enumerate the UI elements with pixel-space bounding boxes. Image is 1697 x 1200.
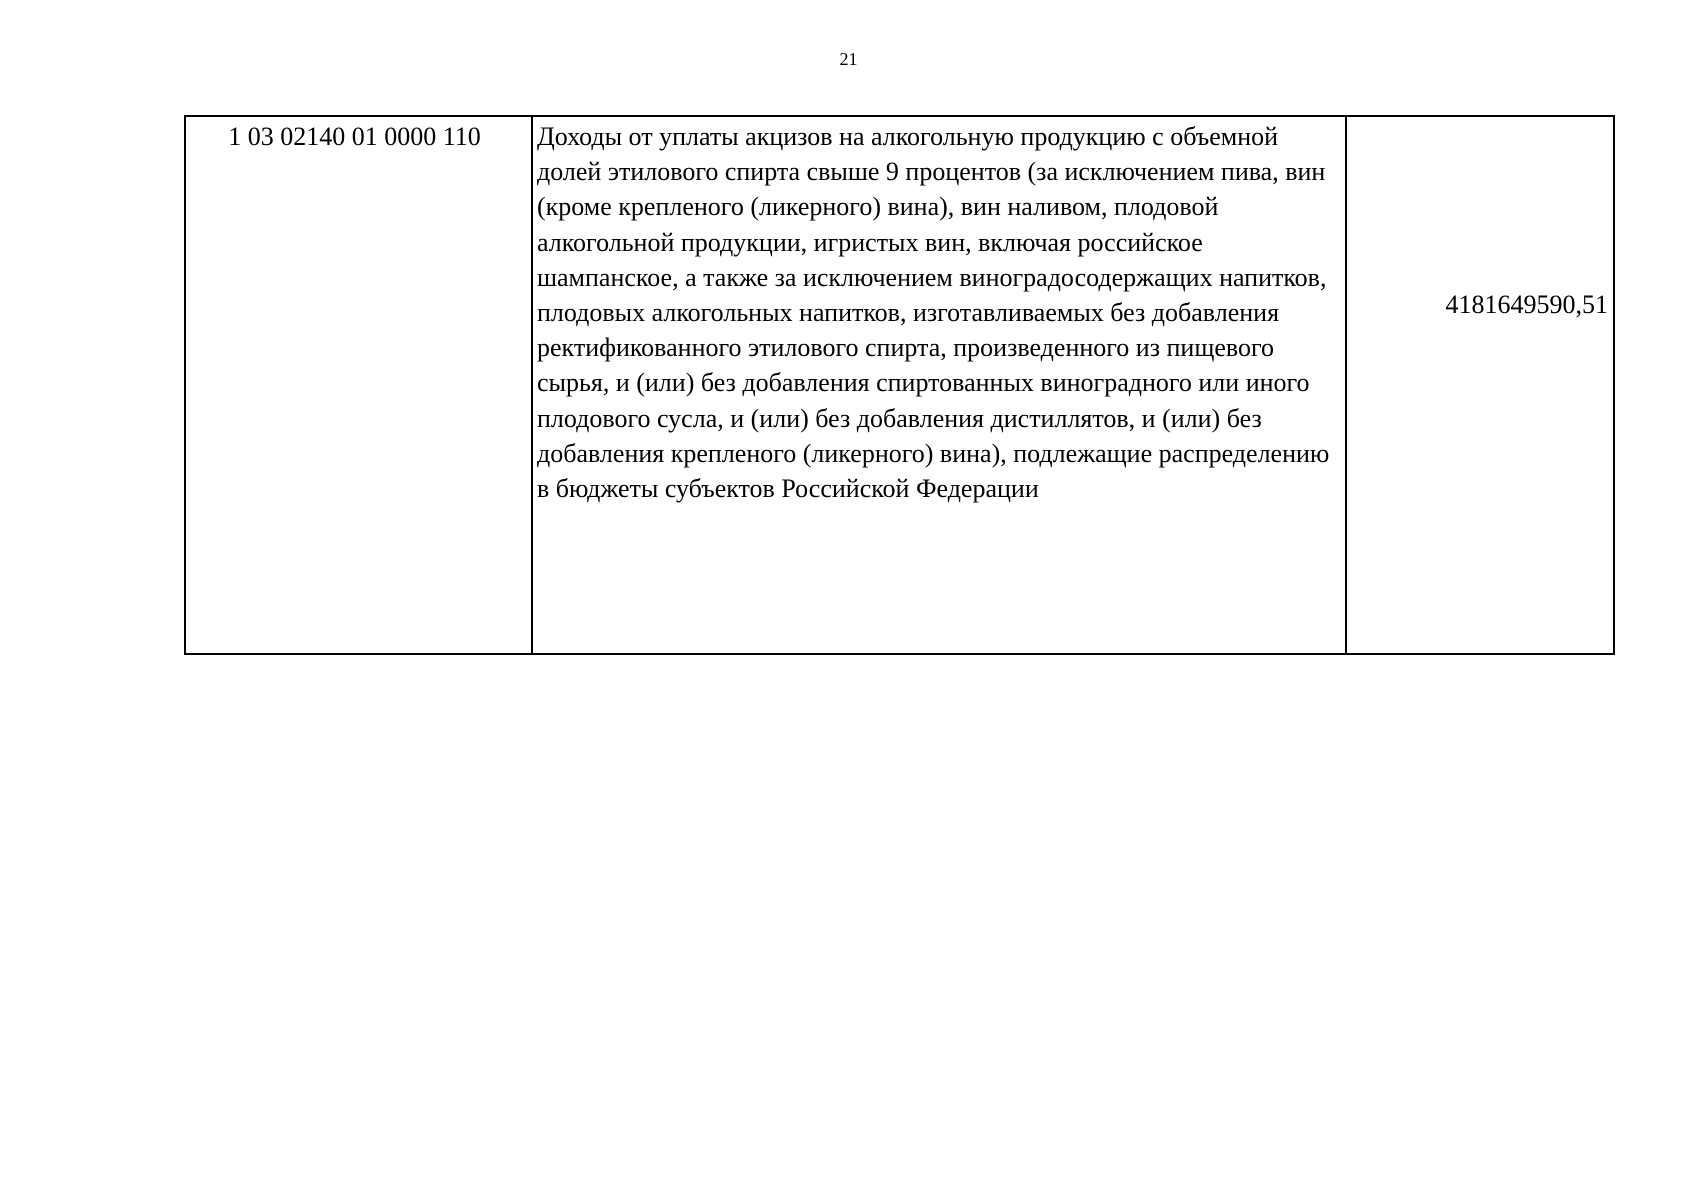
page-number: 21 xyxy=(839,49,858,69)
table-row xyxy=(185,116,1614,654)
revenue-amount: 4181649590,51 xyxy=(1346,116,1614,654)
revenue-code: 1 03 02140 01 0000 110 xyxy=(228,122,481,151)
revenue-code-cell xyxy=(185,116,532,654)
budget-revenue-table xyxy=(184,115,1615,655)
revenue-description: Доходы от уплаты акцизов на алкогольную продукцию с объемной долей этилового спирта свыше 9 процентов (за исключением пива, вин (кроме крепленого (ликерного) вина), вин наливом, плодовой алкогольной продукции, игристых вин, включая российское шампанское, а также за исключением виноградосодержащих напитков, плодовых алкогольных напитков, изготавливаемых без добавления ректификованного этилового спирта, произведенного из пищевого сырья, и (или) без добавления спиртованных виноградного или иного плодового сусла, и (или) без добавления дистиллятов, и (или) без добавления крепленого (ликерного) вина), подлежащие распределению в бюджеты субъектов Российской Федерации xyxy=(532,116,1346,654)
